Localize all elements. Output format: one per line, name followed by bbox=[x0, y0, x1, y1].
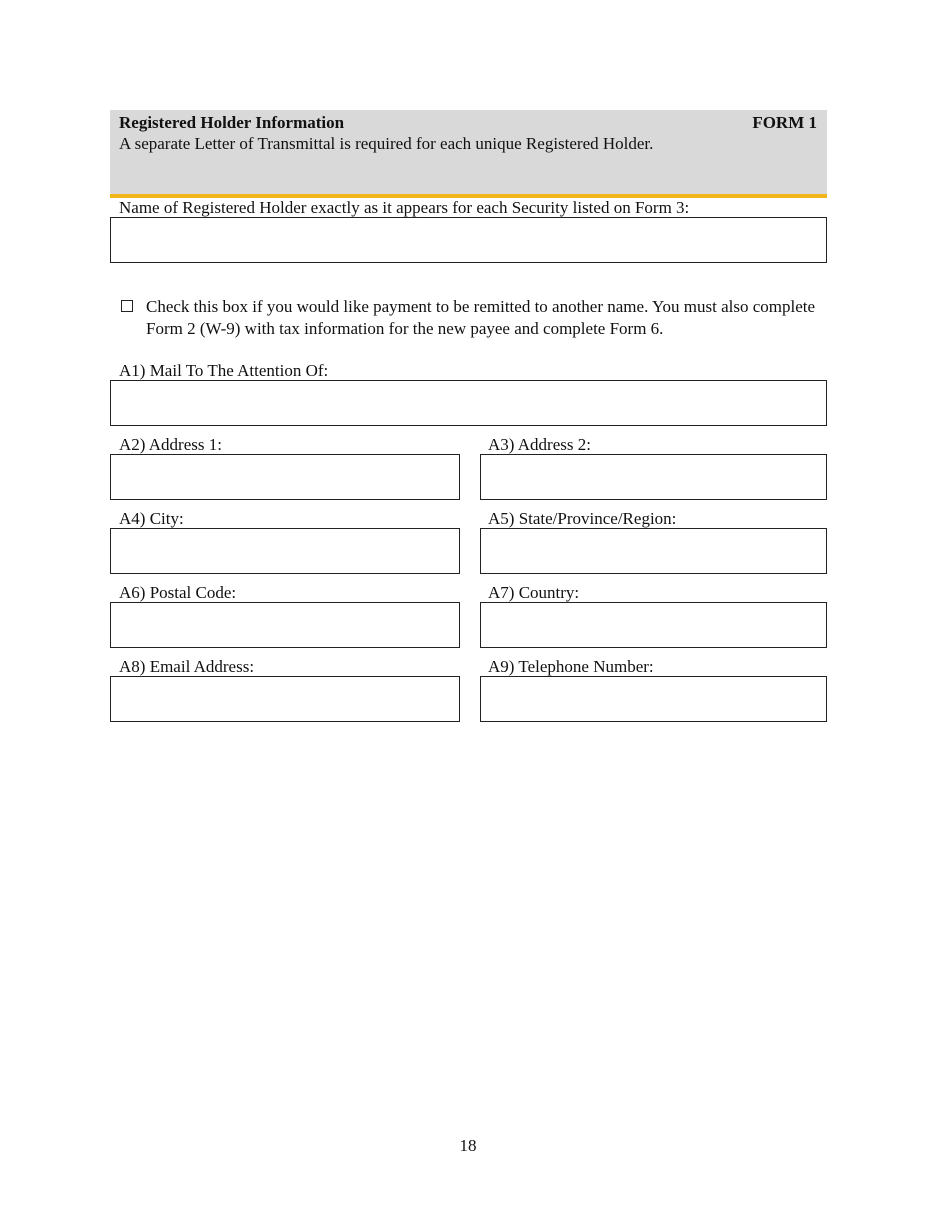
a3-label: A3) Address 2: bbox=[488, 435, 591, 454]
form-header bbox=[110, 110, 827, 198]
postal-code-field[interactable] bbox=[110, 602, 460, 648]
a8-label: A8) Email Address: bbox=[119, 657, 255, 676]
registered-holder-label: Name of Registered Holder exactly as it appears for each Security listed on Form 3: bbox=[119, 198, 690, 217]
remit-other-name-text: Check this box if you would like payment to be remitted to another name. You must also complete Form 2 (W-9) with tax information for the new payee and complete Form 6. bbox=[146, 297, 816, 338]
state-field[interactable] bbox=[480, 528, 827, 574]
a7-label: A7) Country: bbox=[488, 583, 580, 602]
address2-field[interactable] bbox=[480, 454, 827, 500]
city-field[interactable] bbox=[110, 528, 460, 574]
remit-other-name-checkbox[interactable] bbox=[121, 300, 133, 312]
registered-holder-field[interactable] bbox=[110, 217, 827, 263]
address1-field[interactable] bbox=[110, 454, 460, 500]
a4-label: A4) City: bbox=[119, 509, 184, 528]
telephone-field[interactable] bbox=[480, 676, 827, 722]
form-number: FORM 1 bbox=[752, 113, 817, 132]
page-number: 18 bbox=[459, 1136, 477, 1155]
a9-label: A9) Telephone Number: bbox=[488, 657, 654, 676]
a5-label: A5) State/Province/Region: bbox=[488, 509, 677, 528]
country-field[interactable] bbox=[480, 602, 827, 648]
email-field[interactable] bbox=[110, 676, 460, 722]
section-title: Registered Holder Information bbox=[119, 113, 345, 132]
mail-attention-field[interactable] bbox=[110, 380, 827, 426]
a2-label: A2) Address 1: bbox=[119, 435, 222, 454]
a6-label: A6) Postal Code: bbox=[119, 583, 237, 602]
a1-label: A1) Mail To The Attention Of: bbox=[119, 361, 329, 380]
section-note: A separate Letter of Transmittal is required for each unique Registered Holder. bbox=[119, 134, 654, 153]
